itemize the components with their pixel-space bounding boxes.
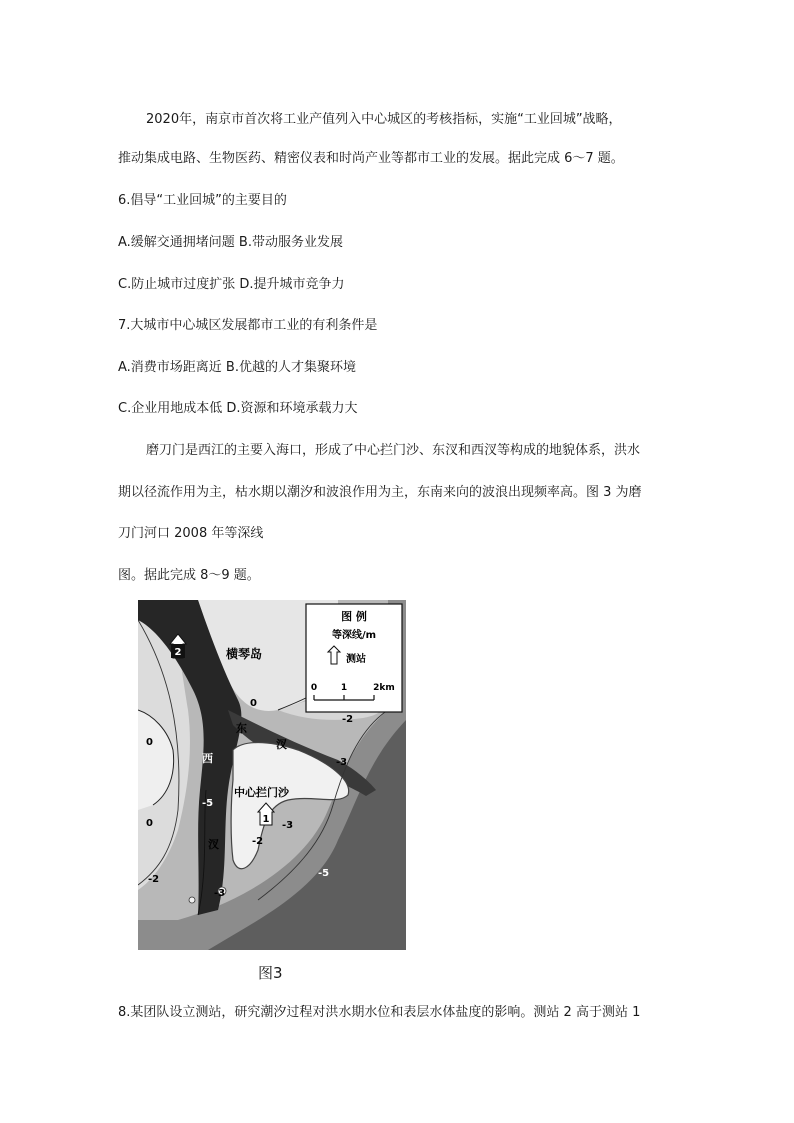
q7-stem: 7.大城市中心城区发展都市工业的有利条件是 [118,318,378,333]
depth-label-0b: 0 [146,737,153,748]
depth-label-0a: 0 [250,698,257,709]
scale-2km: 2km [373,683,395,693]
label-east-branch-1: 东 [236,722,247,735]
scale-1: 1 [340,683,348,693]
q6-stem: 6.倡导“工业回城”的主要目的 [118,193,287,208]
q6-options-ab: A.缓解交通拥堵问题 B.带动服务业发展 [118,235,343,250]
passage2-line-1: 磨刀门是西江的主要入海口，形成了中心拦门沙、东汊和西汊等构成的地貌体系，洪水 [146,443,641,458]
passage2-line-4: 图。据此完成 8～9 题。 [118,568,260,583]
station-2-label: 2 [174,647,182,658]
station-1-label: 1 [262,814,270,825]
isobath-map [138,600,406,950]
depth-label-m3b: -3 [282,820,294,831]
label-east-branch-2: 汊 [276,738,287,751]
scale-0: 0 [310,683,318,693]
depth-label-m2b: -2 [252,836,264,847]
q7-options-cd: C.企业用地成本低 D.资源和环境承载力大 [118,401,358,416]
label-west-branch-2: 汊 [208,838,219,851]
intro-line-1: 2020年，南京市首次将工业产值列入中心城区的考核指标，实施“工业回城”战略， [146,112,622,127]
label-west-branch-1: 西 [202,752,213,765]
legend-station-label: 测站 [346,654,366,665]
depth-label-0c: 0 [146,818,153,829]
legend-isobath: 等深线/m [331,630,377,641]
q8-stem: 8.某团队设立测站，研究潮汐过程对洪水期水位和表层水体盐度的影响。测站 2 高于测站 1 [118,1005,641,1020]
depth-label-m5b: -5 [318,868,330,879]
depth-label-m5a: -5 [202,798,214,809]
figure-caption: 图3 [258,964,283,982]
depth-label-m3a: -3 [336,757,348,768]
label-hengqin-island: 横琴岛 [226,647,263,661]
label-central-shoal: 中心拦门沙 [234,786,289,799]
intro-line-2: 推动集成电路、生物医药、精密仪表和时尚产业等都市工业的发展。据此完成 6～7 题。 [118,151,624,166]
depth-label-m3c: -3 [214,888,226,899]
passage2-line-3: 刀门河口 2008 年等深线 [118,526,264,541]
q7-options-ab: A.消费市场距离近 B.优越的人才集聚环境 [118,360,356,375]
q6-options-cd: C.防止城市过度扩张 D.提升城市竞争力 [118,277,345,292]
passage2-line-2: 期以径流作用为主，枯水期以潮汐和波浪作用为主，东南来向的波浪出现频率高。图 3 为磨 [118,485,642,500]
depth-label-m2c: -2 [148,874,160,885]
legend-title: 图 例 [341,610,367,623]
depth-label-m2a: -2 [342,714,354,725]
